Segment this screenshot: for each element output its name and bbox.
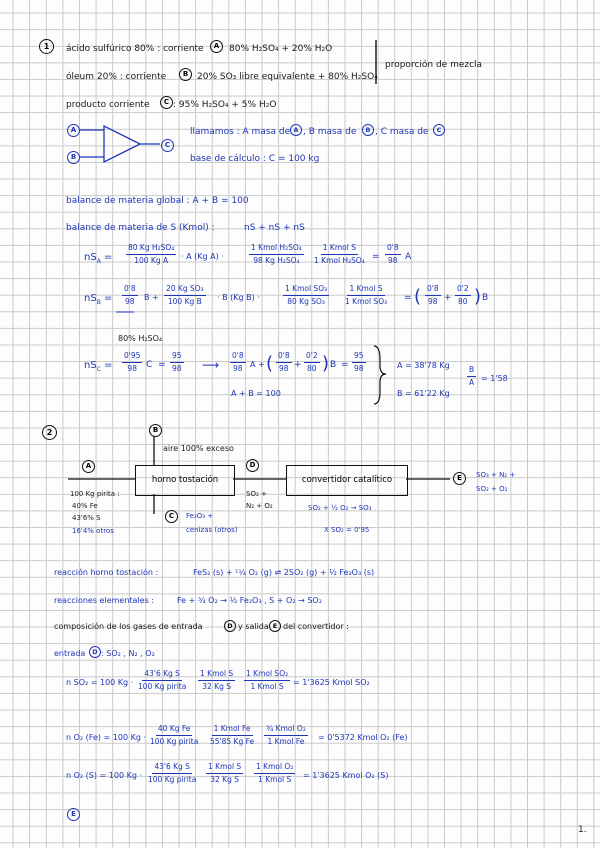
feed-others: 16'4% otros: [72, 527, 114, 535]
no2-s-lhs: n O₂ (S) = 100 Kg ·: [66, 771, 142, 780]
product-line: producto corriente: [66, 100, 150, 110]
ns-b-paren-open: (: [414, 286, 422, 307]
nso2-factor-1: 43'6 Kg S 100 Kg pirita: [138, 669, 187, 691]
ns-a-mass-term: · A (Kg A) ·: [181, 252, 224, 261]
ns-a-factor-1: $\frac{\text{80 Kg H₂SO₄}}{\text{100 Kg A}}$: [128, 243, 175, 265]
section-2-number: 2: [42, 425, 57, 440]
outlet-e-tag: E: [67, 808, 80, 821]
ns-c-equals: =: [158, 360, 166, 370]
heading-d-tag: D: [224, 620, 236, 632]
ns-b-factor-1: $\frac{0'8}{98}$: [124, 284, 136, 306]
ns-c-rhs: $\frac{95}{98}$: [354, 351, 364, 373]
ratio-fraction: $\frac{B}{A}$: [469, 365, 475, 387]
nso2-factor-3: 1 Kmol SO₂ 1 Kmol S: [246, 669, 289, 691]
heading-converter: del convertidor :: [283, 622, 349, 631]
entry-species: : SO₂ , N₂ , O₂: [101, 649, 155, 658]
ns-b-result-var: B: [482, 293, 489, 303]
no2-fe-factor-1: 40 Kg Fe 100 Kg pirita: [150, 724, 199, 746]
ns-c-equals-2: =: [341, 360, 349, 370]
ns-c-var: C: [146, 360, 153, 370]
ns-a-result-var: A: [405, 252, 412, 262]
result-a: A = 38'78 Kg: [397, 361, 450, 370]
so2-conversion: X SO₂ = 0'95: [324, 526, 370, 534]
section-1-number: 1: [39, 39, 54, 54]
sulfur-balance-label: balance de materia de S (Kmol) :: [66, 223, 215, 233]
ns-b-label: $nS_B$ =: [84, 293, 113, 306]
no2-fe-factor-3: ³⁄₄ Kmol O₂ 1 Kmol Fe: [266, 724, 306, 746]
ns-c-b-var: B: [330, 360, 337, 370]
stream-c-tag: C: [160, 96, 173, 109]
oven-reaction-label: reacción horno tostación :: [54, 568, 159, 577]
intermediate-stream-tag: D: [246, 459, 259, 472]
entry-d-tag: D: [89, 646, 101, 658]
page-number: 1.: [578, 825, 587, 835]
mixing-ratio-note: proporción de mezcla: [385, 60, 483, 70]
sulfur-balance-equation: nS + nS + nS: [244, 223, 305, 233]
ns-c-inner-plus: +: [294, 360, 302, 370]
ns-c-plus: A +: [250, 360, 265, 369]
nso2-lhs: n SO₂ = 100 Kg ·: [66, 678, 134, 687]
no2-fe-result: = 0'5372 Kmol O₂ (Fe): [318, 733, 408, 742]
oven-reaction: FeS₂ (s) + ¹¹⁄₄ O₂ (g) ⇌ 2SO₂ (g) + ½ Fe₂O₃ (s): [193, 568, 375, 577]
ns-a-factor-3: 1 Kmol S 1 Kmol H₂SO₄: [314, 243, 365, 265]
entry-label: entrada: [54, 649, 86, 658]
no2-s-factor-1: 43'6 Kg S 100 Kg pirita: [148, 762, 197, 784]
ns-b-factor-3: 1 Kmol SO₃ 80 Kg SO₃: [285, 284, 328, 306]
naming-line-mid2: , C masa de: [375, 127, 429, 137]
nso2-result: = 1'3625 Kmol SO₂: [293, 678, 370, 687]
oleum-line: óleum 20% : corriente: [66, 72, 167, 82]
oleum-composition: 20% SO₃ libre equivalente + 80% H₂SO₄: [197, 72, 378, 82]
ns-b-paren-term-2: $\frac{0'2}{80}$: [457, 284, 469, 306]
ns-a-label: $nS_A$ =: [84, 252, 113, 265]
roasting-oven-label: horno tostación: [151, 475, 219, 485]
intermediate-gas-2: N₂ + O₂: [246, 502, 273, 510]
no2-s-result: = 1'3625 Kmol O₂ (S): [303, 771, 389, 780]
feed-mass: 100 Kg pirita :: [70, 490, 120, 498]
ns-b-equals: =: [404, 293, 412, 303]
ns-c-b-term-2: $\frac{0'2}{80}$: [306, 351, 318, 373]
elementary-reactions-label: reacciones elementales :: [54, 596, 154, 605]
no2-fe-lhs: n O₂ (Fe) = 100 Kg ·: [66, 733, 146, 742]
product-composition: : 95% H₂SO₄ + 5% H₂O: [173, 100, 277, 110]
stream-a-tag: A: [210, 40, 223, 53]
results-brace: [374, 346, 386, 404]
ns-b-factor-4: 1 Kmol S 1 Kmol SO₃: [345, 284, 388, 306]
heading-e-tag: E: [269, 620, 281, 632]
ns-b-mass-term: · B (Kg B) ·: [217, 293, 260, 302]
converter-reaction: SO₂ + ½ O₂ → SO₃: [308, 504, 372, 512]
ns-c-paren-open: (: [266, 353, 274, 374]
ns-c-label: $nS_C$ =: [84, 360, 113, 373]
ns-b-paren-term-1: $\frac{0'8}{98}$: [427, 284, 439, 306]
ns-c-a-term: $\frac{0'8}{98}$: [232, 351, 244, 373]
feed-stream-tag: A: [82, 460, 95, 473]
ns-b-factor-2: $\frac{\text{20 Kg SO₃}}{\text{100 Kg B}}$: [166, 284, 204, 306]
ratio-value: = 1'58: [481, 374, 508, 383]
no2-fe-factor-2: 1 Kmol Fe 55'85 Kg Fe: [210, 724, 255, 746]
gas-composition-heading: composición de los gases de entrada: [54, 622, 203, 631]
naming-line-mid1: , B masa de: [303, 127, 357, 137]
solids-product-1: Fe₂O₃ +: [186, 512, 214, 520]
global-balance: balance de materia global : A + B = 100: [66, 196, 249, 206]
calculation-basis: base de cálculo : C = 100 kg: [190, 154, 320, 164]
solids-stream-tag: C: [165, 510, 178, 523]
naming-c-tag: C: [433, 124, 445, 136]
ns-c-factor-1: $\frac{0'95}{98}$: [124, 351, 141, 373]
ns-a-result: $\frac{0'8}{98}$: [387, 243, 399, 265]
feed-iron: 40% Fe: [72, 502, 98, 510]
outlet-gas-1: SO₃ + N₂ +: [476, 471, 516, 479]
feed-sulfur: 43'6% S: [72, 514, 101, 522]
result-b: B = 61'22 Kg: [397, 389, 450, 398]
no2-s-factor-2: 1 Kmol S 32 Kg S: [208, 762, 242, 784]
ns-c-paren-close: ): [322, 353, 330, 374]
solids-product-2: cenizas (otros): [186, 526, 238, 534]
elementary-reactions: Fe + ³⁄₄ O₂ → ½ Fe₂O₃ , S + O₂ → SO₂: [177, 596, 322, 605]
stream-b-tag: B: [179, 68, 192, 81]
heading-and: y salida: [238, 622, 269, 631]
mixer-triangle: [104, 126, 140, 162]
mass-sum-equation: A + B = 100: [231, 389, 281, 398]
ns-c-value: $\frac{95}{98}$: [172, 351, 182, 373]
oleum-acid-note: 80% H₂SO₄: [118, 334, 163, 343]
mixer-input-b: B: [67, 151, 80, 164]
ns-c-b-term-1: $\frac{0'8}{98}$: [278, 351, 290, 373]
mixer-input-a: A: [67, 124, 80, 137]
outlet-stream-tag: E: [453, 472, 466, 485]
converter-label: convertidor catalítico: [301, 475, 393, 485]
naming-a-tag: A: [290, 124, 302, 136]
acid-line: ácido sulfúrico 80% : corriente: [66, 44, 204, 54]
intermediate-gas-1: SO₂ +: [246, 490, 267, 498]
ns-b-plus: B +: [144, 293, 159, 302]
outlet-gas-2: SO₂ + O₂: [476, 485, 508, 493]
ns-a-factor-2: 1 Kmol H₂SO₄ 98 Kg H₂SO₄: [251, 243, 302, 265]
no2-s-factor-3: 1 Kmol O₂ 1 Kmol S: [256, 762, 294, 784]
ns-c-arrow: ⟶: [202, 358, 220, 372]
ns-b-paren-close: ): [474, 286, 482, 307]
naming-b-tag: B: [362, 124, 374, 136]
air-excess-label: aire 100% exceso: [163, 444, 234, 453]
ns-b-paren-plus: +: [444, 293, 452, 303]
mixer-output-c: C: [161, 139, 174, 152]
acid-composition: 80% H₂SO₄ + 20% H₂O: [229, 44, 333, 54]
air-stream-tag: B: [149, 424, 162, 437]
ns-a-equals: =: [372, 252, 380, 262]
nso2-factor-2: 1 Kmol S 32 Kg S: [200, 669, 234, 691]
naming-line-start: llamamos : A masa de: [190, 127, 291, 137]
